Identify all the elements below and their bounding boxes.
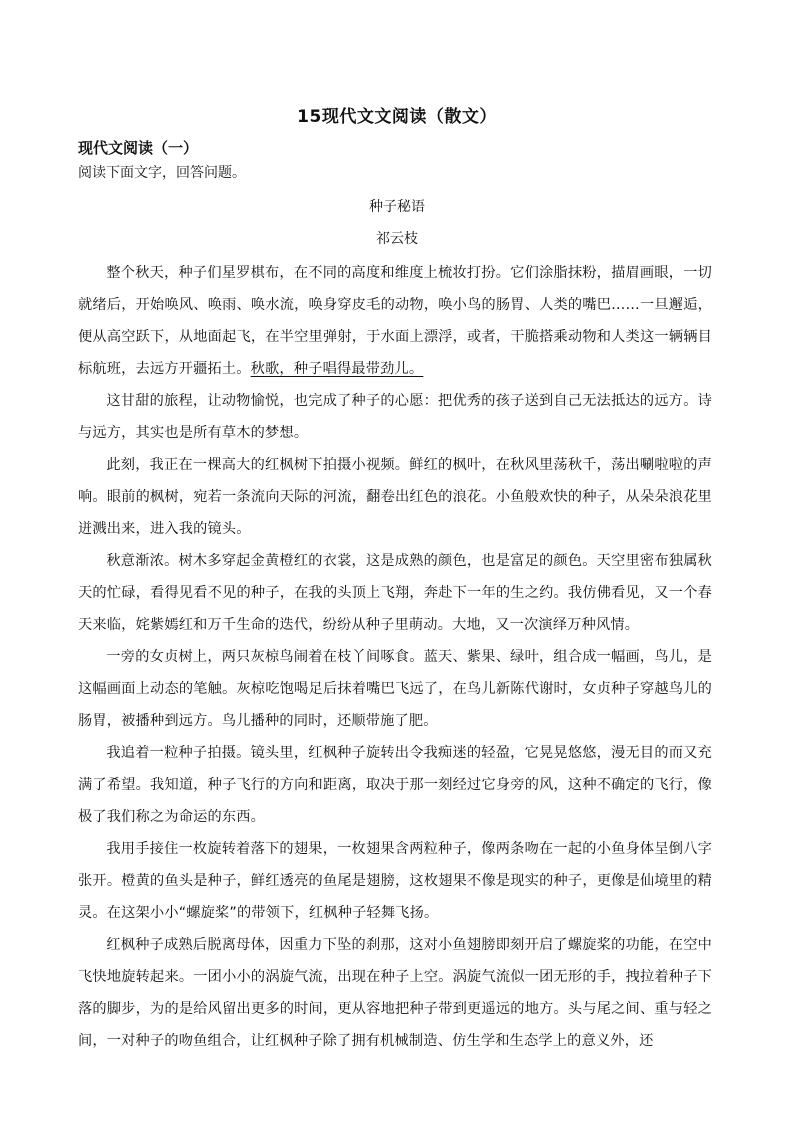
paragraph	[78, 641, 712, 737]
paragraph-text: 红枫种子成熟后脱离母体，因重力下坠的刹那，这对小鱼翅膀即刻开启了螺旋桨的功能，在空中飞快地旋转起来。一团小小的涡旋气流，出现在种子上空。涡旋气流似一团无形的手，拽拉着种子下落的脚步，为的是给风留出更多的时间，更从容地把种子带到更遥远的地方。头与尾之间、重与轻之间，一对种子的吻鱼组合，让红枫种子除了拥有机械制造、仿生学和生态学上的意义外，还	[78, 937, 712, 1049]
paragraph	[78, 257, 712, 385]
paragraph	[78, 737, 712, 833]
paragraph-text: 整个秋天，种子们星罗棋布，在不同的高度和维度上梳妆打扮。它们涂脂抹粉，描眉画眼，一切就绪后，开始唤风、唤雨、唤水流，唤身穿皮毛的动物，唤小鸟的肠胃、人类的嘴巴……一旦邂逅，便从高空跃下，从地面起飞，在半空里弹射，于水面上漂浮，或者，干脆搭乘动物和人类这一辆辆目标航班，去远方开疆拓土。	[78, 265, 712, 377]
paragraph-text: 我用手接住一枚旋转着落下的翅果，一枚翅果含两粒种子，像两条吻在一起的小鱼身体呈倒八字张开。橙黄的鱼头是种子，鲜红透亮的鱼尾是翅膀，这枚翅果不像是现实的种子，更像是仙境里的精灵。在这架小小“螺旋桨”的带领下，红枫种子轻舞飞扬。	[78, 841, 712, 921]
paragraph-text: 此刻，我正在一棵高大的红枫树下拍摄小视频。鲜红的枫叶，在秋风里荡秋千，荡出唰啦啦的声响。眼前的枫树，宛若一条流向天际的河流，翻卷出红色的浪花。小鱼般欢快的种子，从朵朵浪花里迸溅出来，进入我的镜头。	[78, 457, 712, 537]
paragraph	[78, 449, 712, 545]
paragraph	[78, 385, 712, 449]
article-body	[78, 257, 712, 1057]
underlined-sentence: 秋歌，种子唱得最带劲儿。	[250, 361, 424, 377]
paragraph-text: 我追着一粒种子拍摄。镜头里，红枫种子旋转出令我痴迷的轻盈，它晃晃悠悠，漫无目的而又充满了希望。我知道，种子飞行的方向和距离，取决于那一刻经过它身旁的风，这种不确定的飞行，像极了我们称之为命运的东西。	[78, 745, 712, 825]
instruction-text: 阅读下面文字，回答问题。	[78, 165, 246, 181]
paragraph-text: 这甘甜的旅程，让动物愉悦，也完成了种子的心愿：把优秀的孩子送到自己无法抵达的远方。诗与远方，其实也是所有草木的梦想。	[78, 393, 712, 441]
section-heading: 现代文阅读（一）	[78, 139, 199, 157]
article-author: 祁云枝	[376, 231, 418, 247]
paragraph-text: 一旁的女贞树上，两只灰椋鸟闹着在枝丫间啄食。蓝天、紫果、绿叶，组合成一幅画，鸟儿，是这幅画面上动态的笔触。灰椋吃饱喝足后抹着嘴巴飞远了，在鸟儿新陈代谢时，女贞种子穿越鸟儿的肠胃，被播种到远方。鸟儿播种的同时，还顺带施了肥。	[78, 649, 712, 729]
document-title: 15现代文文阅读（散文）	[297, 107, 497, 127]
paragraph	[78, 545, 712, 641]
paragraph	[78, 833, 712, 929]
paragraph	[78, 929, 712, 1057]
article-title: 种子秘语	[369, 199, 425, 215]
paragraph-text: 秋意渐浓。树木多穿起金黄橙红的衣裳，这是成熟的颜色，也是富足的颜色。天空里密布独属秋天的忙碌，看得见看不见的种子，在我的头顶上飞翔，奔赴下一年的生之约。我仿佛看见，又一个春天来临，姹紫嫣红和万千生命的迭代，纷纷从种子里萌动。大地，又一次演绎万种风情。	[78, 553, 712, 633]
